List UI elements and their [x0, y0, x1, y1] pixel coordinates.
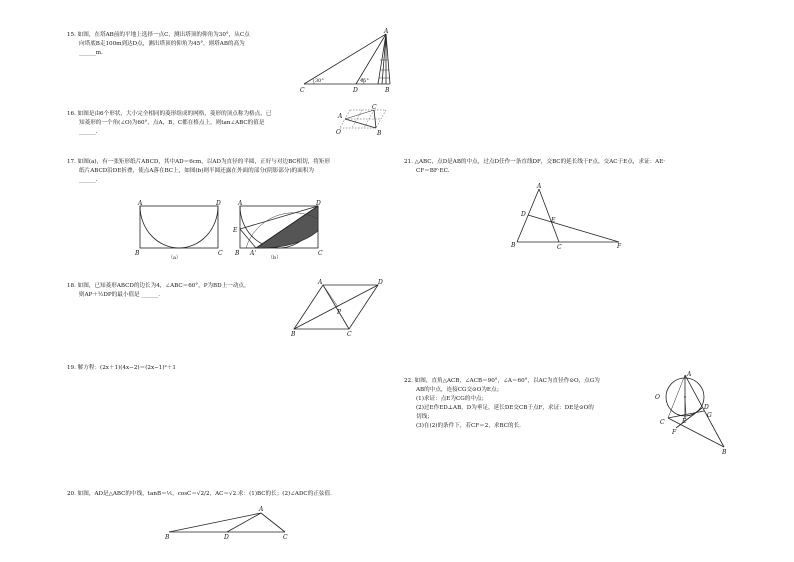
q20-label-D: D [224, 534, 229, 541]
q22-line4: (2)过E作ED⊥AB，D为垂足，延长DE交CB于点F，求证：DE是⊙O的 [416, 405, 594, 411]
q22-label-A: A [687, 371, 692, 378]
q17b-label-C: C [318, 250, 323, 257]
q16-line2: 知菱形的一个角(∠O)为60°，点A，B，C都在格点上，则tan∠ABC的值是 [79, 120, 265, 126]
q20-label-C: C [283, 534, 288, 541]
q17b-label-B: B [235, 250, 240, 257]
q15-figure [300, 30, 400, 92]
q19-line1: 19. 解方程：(2x＋1)(4x−2)＝(2x−1)²＋1 [67, 365, 176, 371]
question-18 [67, 282, 307, 300]
q21-figure [509, 183, 624, 251]
q17-caption-a: （a） [168, 255, 181, 261]
q17a-label-D: D [216, 200, 221, 207]
q16-line3: ______. [79, 129, 98, 135]
q16-label-O: O [336, 129, 341, 136]
q22-label-C: C [660, 419, 665, 426]
q17a-label-B: B [135, 250, 140, 257]
q15-line2: 向塔底B走100m到达D点，测出塔顶的仰角为45°，则塔AB的高为 [79, 41, 245, 47]
q15-label-A: A [384, 28, 389, 35]
q17-line3: ______. [79, 177, 98, 183]
q16-label-B: B [377, 130, 382, 137]
q22-label-B: B [722, 449, 727, 456]
q17-line2: 纸片ABCD沿DE折叠，使点A落在BC上，如图(b)则半圆还露在外面的部分(阴影部分)的面积为 [79, 168, 315, 174]
q22-label-G: G [707, 412, 712, 419]
q22-label-D: D [704, 404, 709, 411]
q15-line1: 15. 如图，在塔AB前的平地上选择一点C，测出塔顶的仰角为30°，从C点 [67, 32, 250, 38]
q17b-label-A-prime: A' [250, 250, 256, 257]
q17a-label-A: A [138, 200, 143, 207]
q22-line2: AB的中点，连接CG交⊙O为E点； [416, 387, 503, 393]
q18-label-B: B [291, 331, 296, 338]
q17a-label-C: C [218, 250, 223, 257]
q22-label-E: E [682, 418, 687, 425]
q22-line1: 22. 如图，直角△ACB，∠ACB＝90°，∠A＝60°，以AC为直径作⊙O，点G为 [404, 378, 600, 384]
q20-label-B: B [165, 534, 170, 541]
q21-line2: CF＝BF·EC. [416, 168, 450, 174]
q21-label-D: D [521, 211, 526, 218]
q21-label-F: F [617, 243, 622, 250]
q21-label-A: A [537, 183, 542, 190]
question-21 [404, 158, 734, 176]
q18-label-P: P [337, 309, 342, 316]
q16-figure [336, 106, 396, 138]
q17-line1: 17. 如图(a)，有一张矩形纸片ABCD，其中AD＝6cm，以AD为直径的半圆，正好与对边BC相切，将矩形 [67, 159, 331, 165]
q18-figure [292, 277, 387, 337]
q17-caption-b: （b） [268, 255, 282, 261]
q15-angle-45: 45° [360, 78, 369, 84]
q15-label-D: D [353, 87, 358, 94]
q18-line1: 18. 如图，已知菱形ABCD的边长为4，∠ABC＝60°，P为BD上一动点， [67, 283, 250, 289]
question-17 [67, 158, 397, 185]
q17-figure-b [233, 200, 326, 257]
q21-line1: 21. △ABC，点D是AB的中点，过点D任作一条直线DF，交BC的延长线于F点，交AC于E点，求证：AE· [404, 159, 666, 165]
question-16 [67, 110, 317, 137]
q16-line1: 16. 如图是由6个形状，大小完全相同的菱形组成的网格，菱形的顶点称为格点，已 [67, 111, 272, 117]
q22-label-O: O [655, 394, 660, 401]
q22-figure [654, 371, 729, 456]
question-20 [67, 490, 397, 499]
question-22 [404, 377, 674, 431]
q20-line1: 20. 如图，AD是△ABC的中线，tanB＝⅕，cosC＝√2/2，AC＝√2.求：(1)BC的长；(2)∠ADC的正弦值. [67, 491, 332, 497]
q21-label-E: E [551, 217, 556, 224]
q22-line3: (1)求证：点E为CG的中点； [416, 396, 488, 402]
q16-label-C: C [372, 104, 377, 111]
q17b-label-D: D [316, 200, 321, 207]
q15-label-C: C [300, 87, 305, 94]
q22-line6: (3)在(2)的条件下，若CF＝2，求BC的长. [416, 423, 521, 429]
q21-label-B: B [511, 242, 516, 249]
q18-label-D: D [378, 279, 383, 286]
q20-figure [164, 506, 299, 541]
q17-figure-a [136, 201, 226, 256]
q20-label-A: A [259, 506, 264, 513]
q18-label-A: A [318, 279, 323, 286]
q16-label-A: A [338, 113, 343, 120]
question-19 [67, 364, 307, 373]
q21-label-C: C [557, 244, 562, 251]
question-15 [67, 31, 317, 58]
q15-label-B: B [385, 87, 390, 94]
q17b-label-A: A [238, 200, 243, 207]
q18-line2: 则AP＋½DP的最小值是 ______. [79, 292, 160, 298]
q15-line3: ______m. [79, 50, 103, 56]
q22-line5: 切线； [416, 414, 433, 420]
q17b-label-E: E [233, 227, 238, 234]
q15-angle-30: 30° [315, 78, 324, 84]
q22-label-F: F [672, 429, 677, 436]
q18-label-C: C [347, 331, 352, 338]
